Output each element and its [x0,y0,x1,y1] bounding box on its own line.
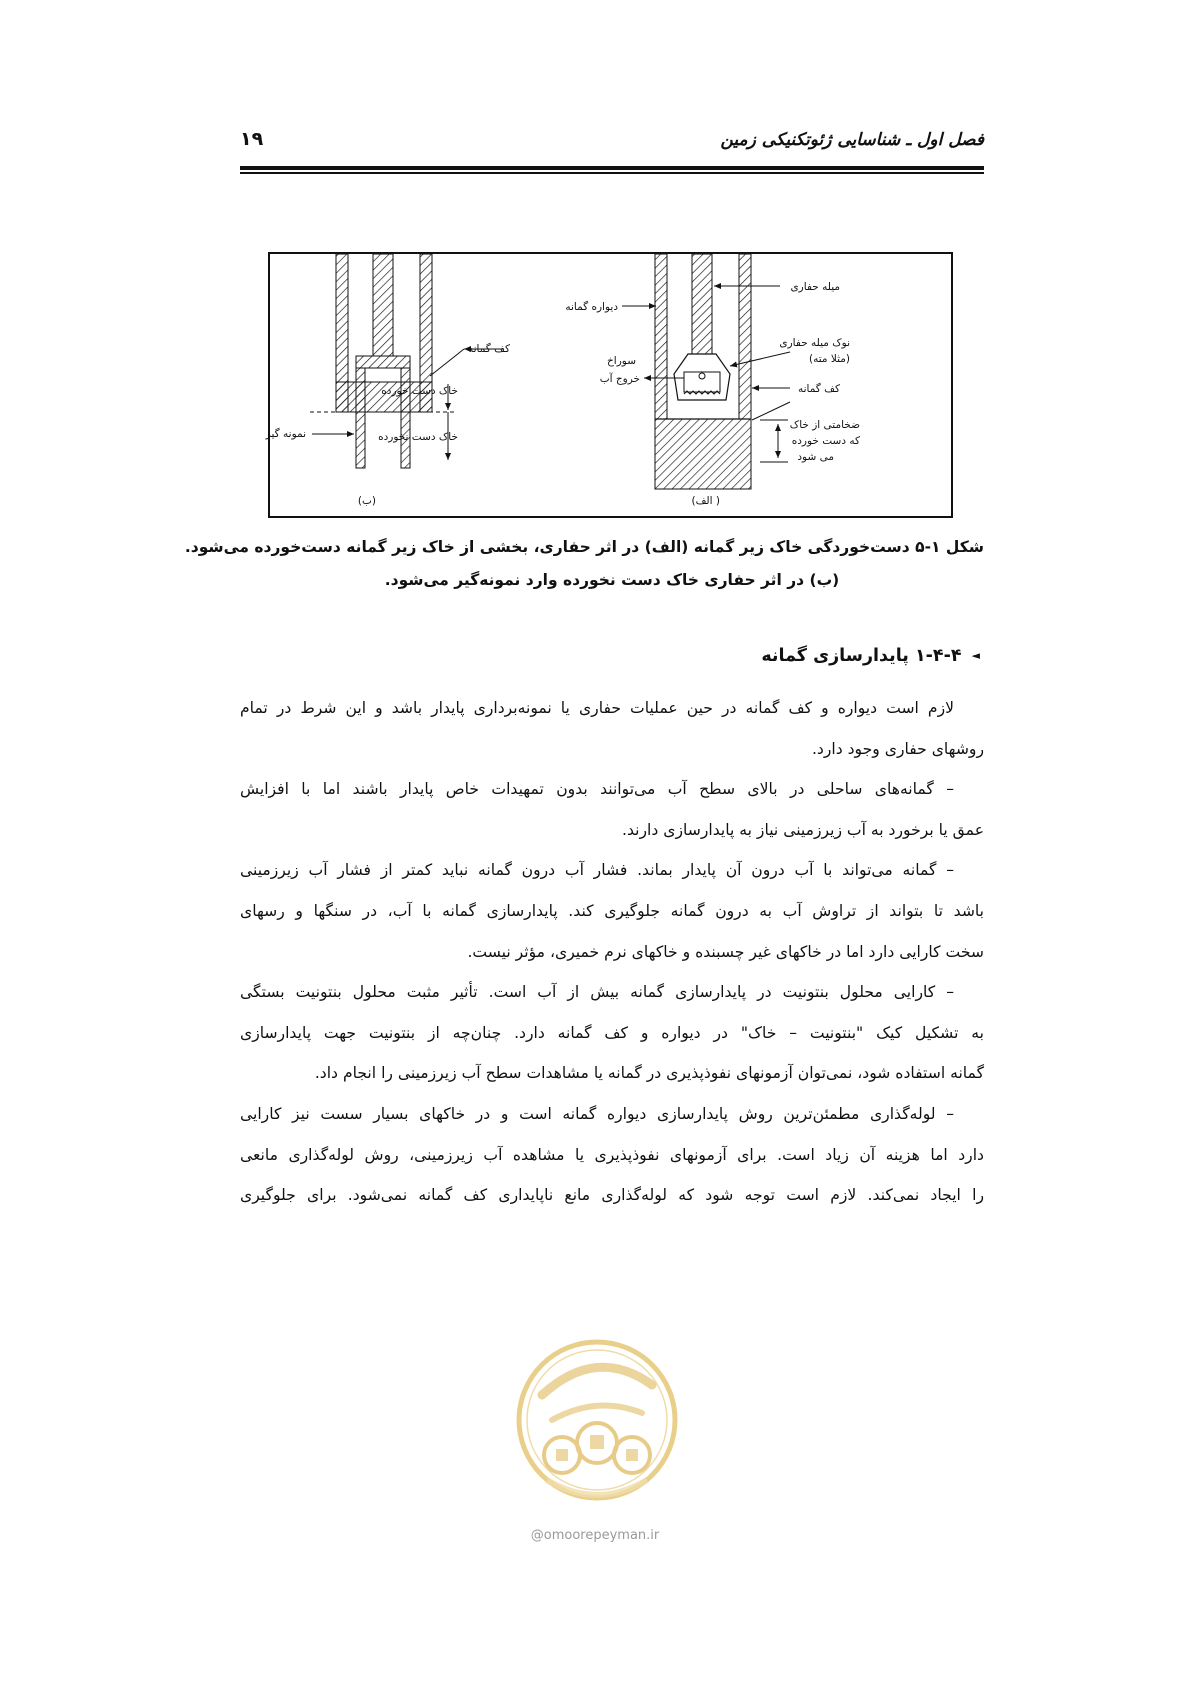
paragraph-line: عمق یا برخورد به آب زیرزمینی نیاز به پایدارسازی دارند. [622,820,984,839]
panel-a-label-drill-tip-2: (مثلا مته) [808,353,850,365]
panel-b-label-disturbed-soil: خاک دست خورده [381,385,458,397]
heading-bullet-icon: ◄ [971,649,980,662]
panel-b-label-sampler: نمونه گیر [265,428,306,440]
panel-a-label-water-outlet-1: سوراخ [607,355,636,367]
panel-b-caption-label: (ب) [357,495,376,507]
paragraph-line: گمانه استفاده شود، نمی‌توان آزمونهای نفوذپذیری در گمانه یا مشاهدات سطح آب زیرزمینی را انجام داد. [314,1064,984,1083]
page-header [240,128,984,164]
panel-a-label-drill-tip-1: نوک میله حفاری [779,337,850,349]
panel-a-label-disturbed-1: ضخامتی از خاک [789,419,860,431]
header-rule-thick [240,166,984,170]
panel-a-label-borehole-wall: دیواره گمانه [565,301,618,313]
panel-a-label-borehole-bottom: کف گمانه [797,383,840,395]
paragraph-line: به تشکیل کیک "بنتونیت – خاک" در دیواره و کف گمانه دارد. چنان‌چه از بنتونیت جهت پایدارسازی [240,1023,984,1042]
panel-a-label-disturbed-3: می شود [797,451,834,463]
paragraph-line: دارد اما هزینه آن زیاد است. برای آزمونهای نفوذپذیری یا مشاهده آب زیرزمینی، روش لوله‌گذاری مانعی [240,1145,984,1164]
paragraph-line: سخت کارایی دارد اما در خاکهای غیر چسبنده و خاکهای نرم خمیری، مؤثر نیست. [467,942,984,961]
paragraph [240,769,984,850]
figure-caption [184,531,984,597]
paragraph [240,850,984,972]
panel-b-label-undisturbed-soil: خاک دست نخورده [378,431,458,443]
panel-b-label-borehole-bottom: کف گمانه [467,343,510,355]
caption-line-1: شکل ۱-۵ دست‌خوردگی خاک زیر گمانه (الف) در اثر حفاری، بخشی از خاک زیر گمانه دست‌خورده می‌شود. [184,538,984,556]
panel-a-label-drill-rod: میله حفاری [790,281,840,293]
panel-a-label-disturbed-2: که دست خورده [791,435,860,447]
paragraph-line: روشهای حفاری وجود دارد. [811,739,984,758]
panel-a-label-water-outlet-2: خروج آب [599,373,640,385]
header-rule-thin [240,172,984,174]
paragraph-line: لازم است دیواره و کف گمانه در حین عملیات حفاری یا نمونه‌برداری پایدار باشد و این شرط در تمام [240,699,954,717]
chapter-title: فصل اول ـ شناسایی ژئوتکنیکی زمین [720,130,984,150]
panel-a-caption-label: ( الف) [691,495,720,507]
paragraph [240,688,984,769]
caption-line-2: (ب) در اثر حفاری خاک دست نخورده وارد نمونه‌گیر می‌شود. [384,571,840,589]
paragraph-line: را ایجاد نمی‌کند. لازم است توجه شود که لوله‌گذاری مانع ناپایداری کف گمانه نمی‌شود. برای جلوگیری [240,1186,984,1205]
watermark-logo [512,1325,682,1525]
paragraph [240,1094,984,1216]
section-heading-text: ۱-۴-۴ پایدارسازی گمانه [761,646,962,666]
panel-a-drawing [622,254,790,489]
page-number: ۱۹ [240,128,264,150]
body-text [240,688,984,1216]
paragraph-line: – گمانه می‌تواند با آب درون آن پایدار بماند. فشار آب درون گمانه نباید کمتر از فشار آب زیرزمینی [240,861,954,880]
paragraph-line: – لوله‌گذاری مطمئن‌ترین روش پایدارسازی دیواره گمانه است و در خاکهای بسیار سست نیز کارایی [240,1104,954,1123]
paragraph-line: باشد تا بتواند از تراوش آب به درون گمانه جلوگیری کند. پایدارسازی گمانه با آب، در سنگها و رسهای [240,901,984,920]
borehole-disturbance-figure [265,252,953,518]
paragraph-line: – کارایی محلول بنتونیت در پایدارسازی گمانه بیش از آب است. تأثیر مثبت محلول بنتونیت بستگی [240,983,954,1002]
section-heading [761,646,980,666]
figure-drawing [265,254,951,516]
paragraph [240,972,984,1094]
watermark-seal-icon [512,1325,682,1525]
watermark-url: @omoorepeyman.ir [530,1528,660,1543]
paragraph-line: – گمانه‌های ساحلی در بالای سطح آب می‌توانند بدون تمهیدات خاص پایدار باشند اما با افزایش [240,780,954,799]
